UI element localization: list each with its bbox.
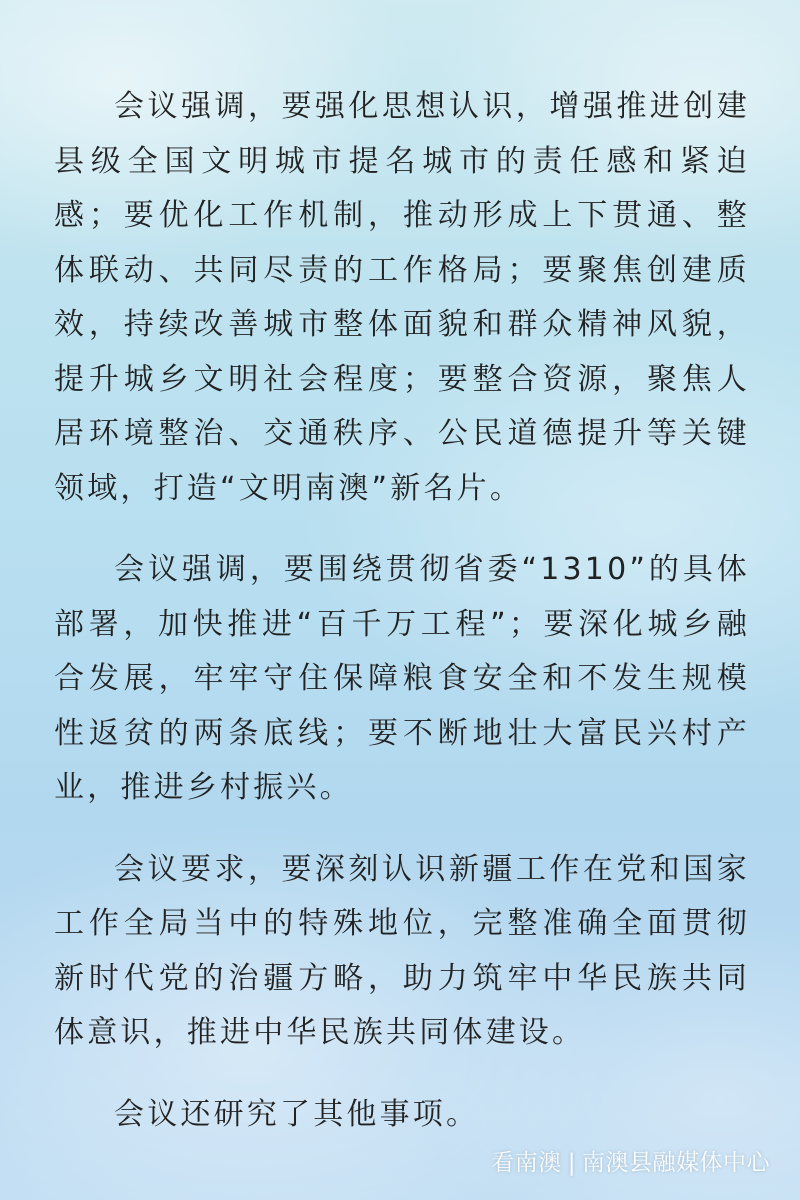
source-separator: | bbox=[567, 1150, 576, 1176]
source-watermark bbox=[491, 1144, 770, 1177]
source-organization: 南澳县融媒体中心 bbox=[582, 1150, 770, 1176]
paragraph-2: 会议强调，要围绕贯彻省委“1310”的具体部署，加快推进“百千万工程”；要深化城乡融合发展，牢牢守住保障粮食安全和不发生规模性返贫的两条底线；要不断地壮大富民兴村产业，推进乡村振兴。 bbox=[54, 552, 750, 805]
paragraph-1: 会议强调，要强化思想认识，增强推进创建县级全国文明城市提名城市的责任感和紧迫感；要优化工作机制，推动形成上下贯通、整体联动、共同尽责的工作格局；要聚焦创建质效，持续改善城市整体面貌和群众精神风貌，提升城乡文明社会程度；要整合资源，聚焦人居环境整治、交通秩序、公民道德提升等关键领域，打造“文明南澳”新名片。 bbox=[54, 89, 750, 506]
paragraph-3: 会议要求，要深刻认识新疆工作在党和国家工作全局当中的特殊地位，完整准确全面贯彻新时代党的治疆方略，助力筑牢中华民族共同体意识，推进中华民族共同体建设。 bbox=[54, 851, 750, 1050]
source-name: 看南澳 bbox=[491, 1150, 562, 1176]
paragraph-4: 会议还研究了其他事项。 bbox=[114, 1096, 480, 1132]
article-body bbox=[54, 80, 750, 1169]
